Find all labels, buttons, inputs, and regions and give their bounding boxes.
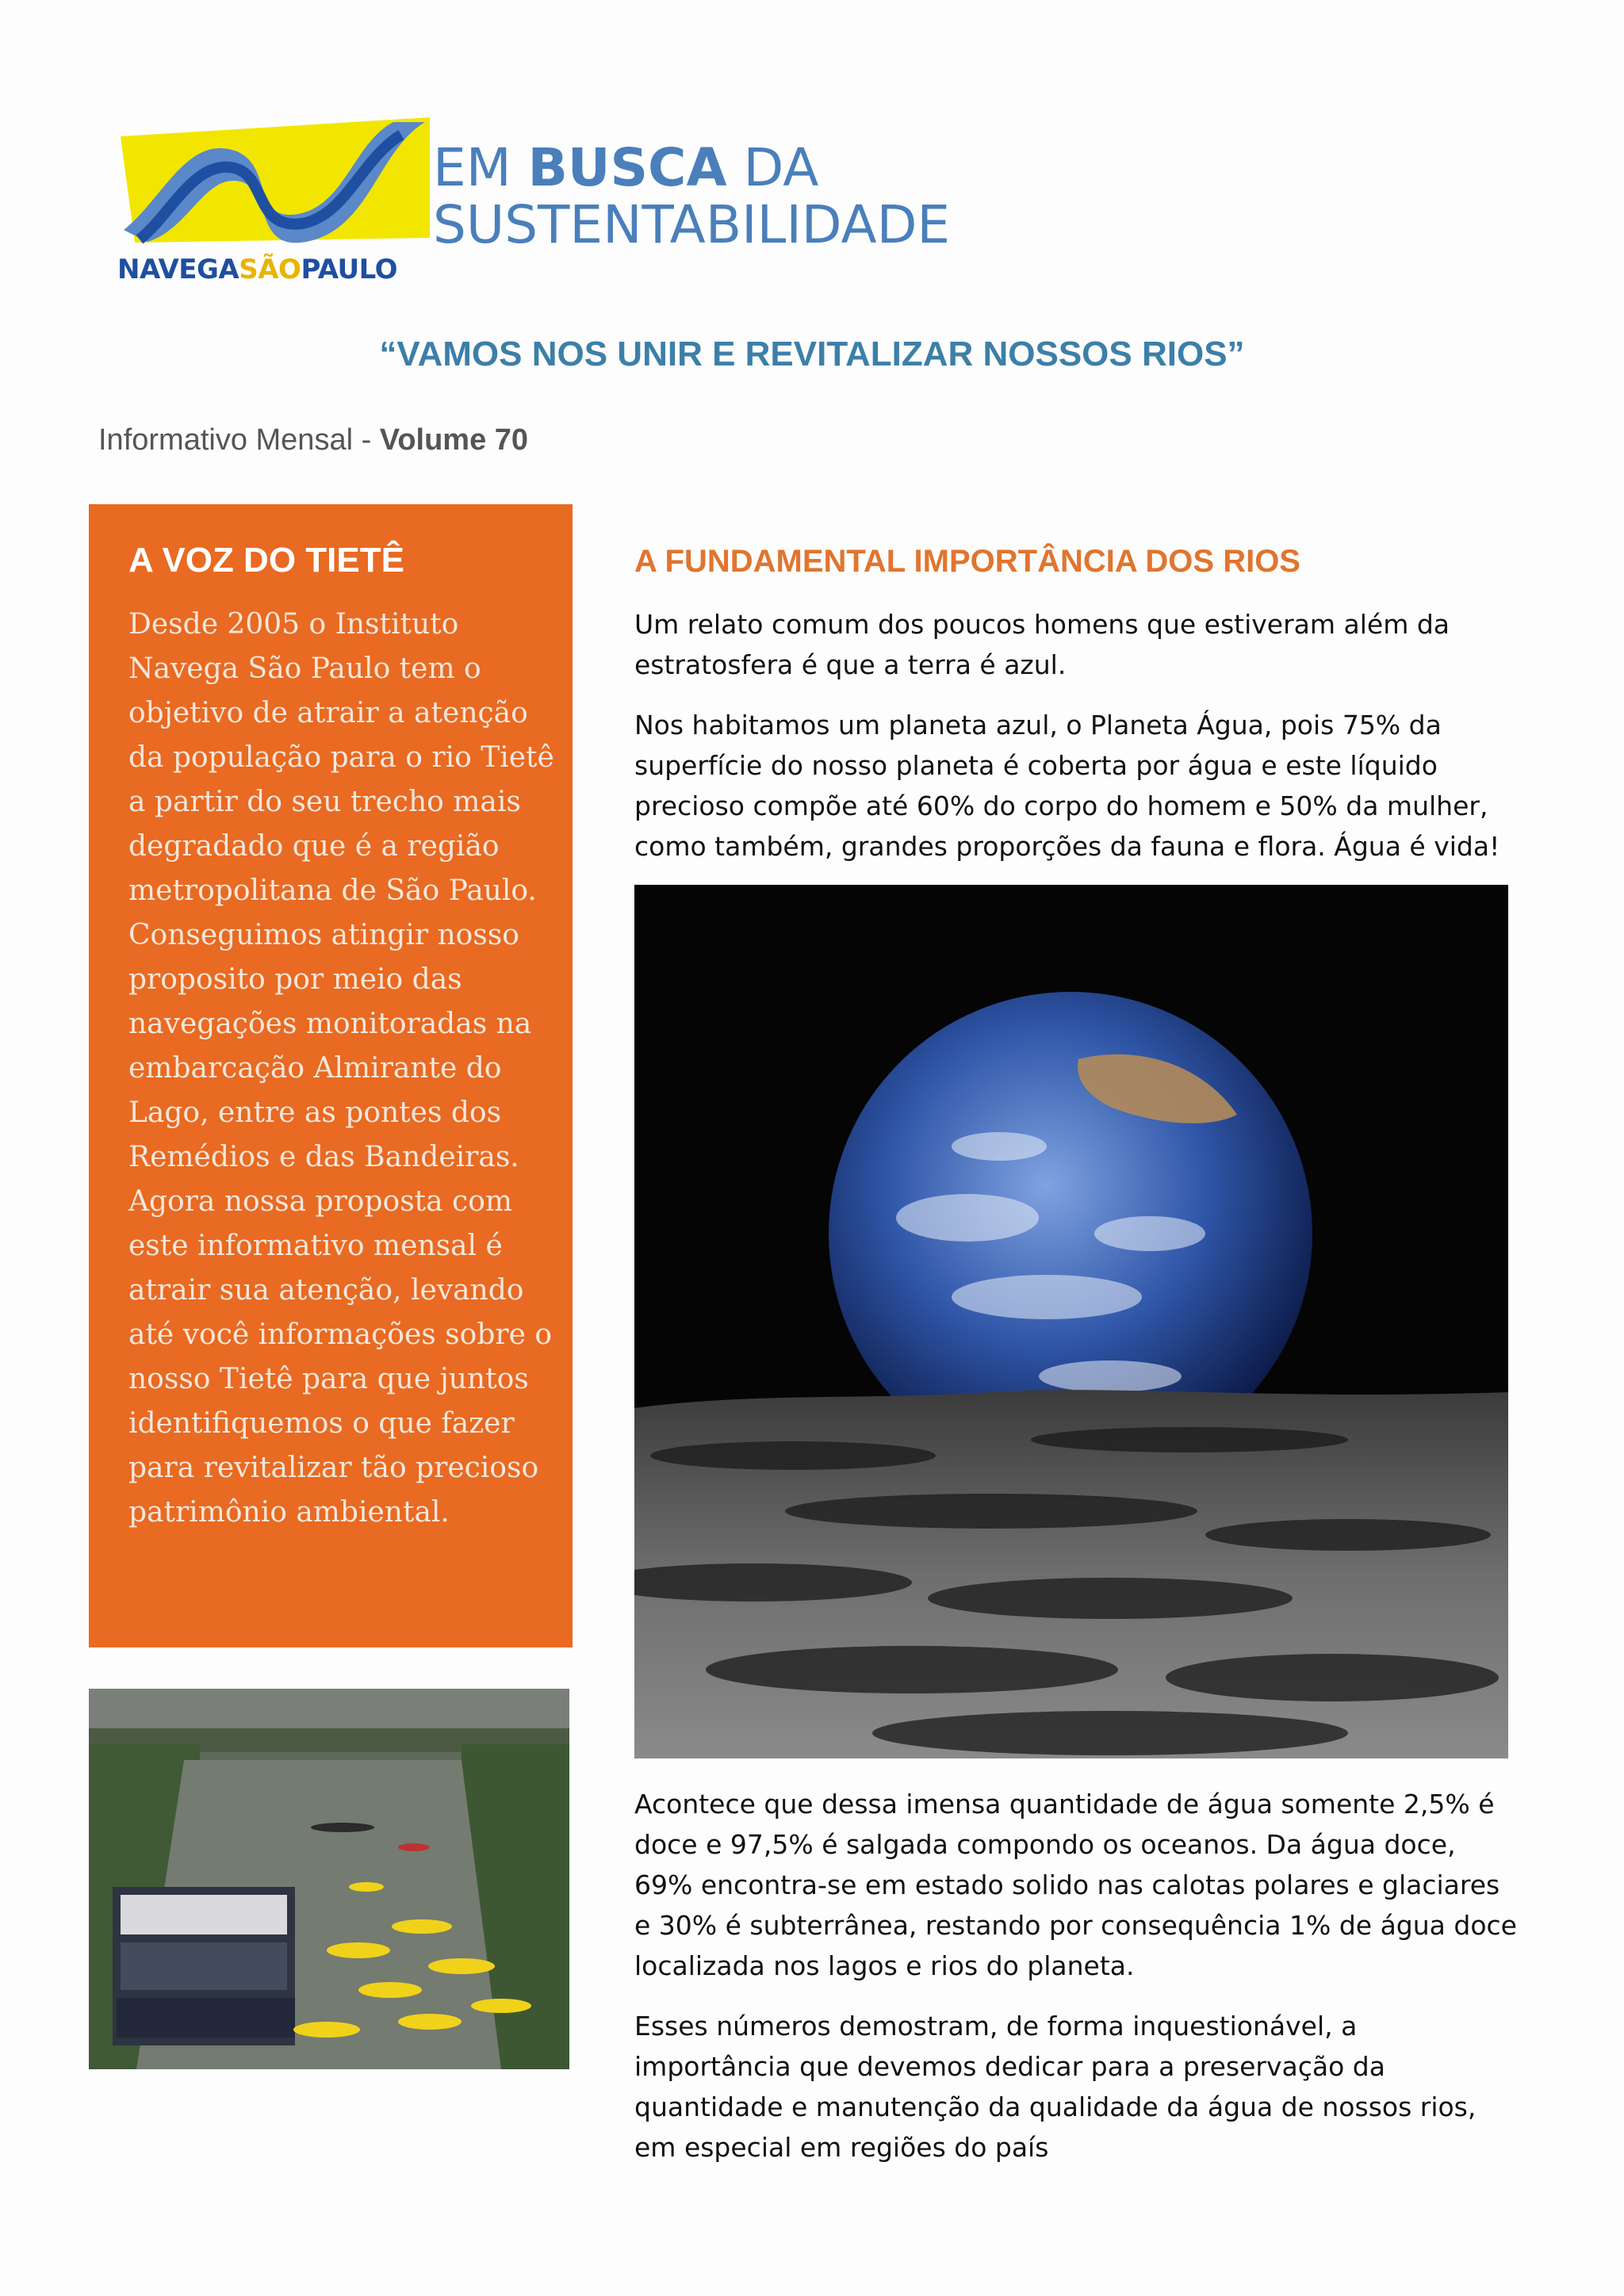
brand-title-busca: BUSCA [527,137,727,198]
brand-title-da: DA [726,137,819,198]
wordmark-part-sao: SÃO [239,254,301,285]
headline: “VAMOS NOS UNIR E REVITALIZAR NOSSOS RIOS” [379,335,1245,373]
paragraph-4: Esses números demostram, de forma inquestionável, a importância que devemos dedicar para a preservação da quantidade e manutenção da qualidade da água de nossos rios, em especial em regiões do país [634,2011,1477,2163]
river-boat-photo-icon [89,1689,569,2069]
issue-line [98,423,528,457]
brand-title [433,137,988,255]
sidebar-body: Desde 2005 o Instituto Navega São Paulo tem o objetivo de atrair a atenção da população para o rio Tietê a partir do seu trecho mais degradado que é a região metropolitana de São Paulo. Conseguimos atingir nosso proposito por meio das navegações monitoradas na embarcação Almirante do Lago, entre as pontes dos Remédios e das Bandeiras. Agora nossa proposta com este informativo mensal é atrair sua atenção, levando até você informações sobre o nosso Tietê para que juntos identifiquemos o que fazer para revitalizar tão precioso patrimônio ambiental. [128,608,554,1529]
navega-wordmark [117,254,397,285]
issue-volume: Volume 70 [379,423,529,457]
brand-title-line2: SUSTENTABILIDADE [433,194,951,255]
wordmark-part-navega: NAVEGA [117,254,239,285]
sidebar-title: A VOZ DO TIETÊ [128,541,404,580]
brand-title-em: EM [433,137,528,198]
paragraph-3: Acontece que dessa imensa quantidade de água somente 2,5% é doce e 97,5% é salgada compondo os oceanos. Da água doce, 69% encontra-se em estado solido nas calotas polares e glaciares e 30% é subterrânea, restando por consequência 1% de água doce localizada nos lagos e rios do planeta. [634,1789,1517,1981]
paragraph-2: Nos habitamos um planeta azul, o Planeta Água, pois 75% da superfície do nosso planeta é coberta por água e este líquido precioso compõe até 60% do corpo do homem e 50% da mulher, como também, grandes proporções da fauna e flora. Água é vida! [634,710,1500,862]
wordmark-part-paulo: PAULO [301,254,397,285]
paragraph-1: Um relato comum dos poucos homens que estiveram além da estratosfera é que a terra é azul. [634,609,1450,680]
brand-title-line1 [433,137,988,198]
earth-over-moon-photo-icon [634,885,1508,1758]
issue-prefix: Informativo Mensal - [98,423,380,457]
section-title: A FUNDAMENTAL IMPORTÂNCIA DOS RIOS [634,544,1300,579]
